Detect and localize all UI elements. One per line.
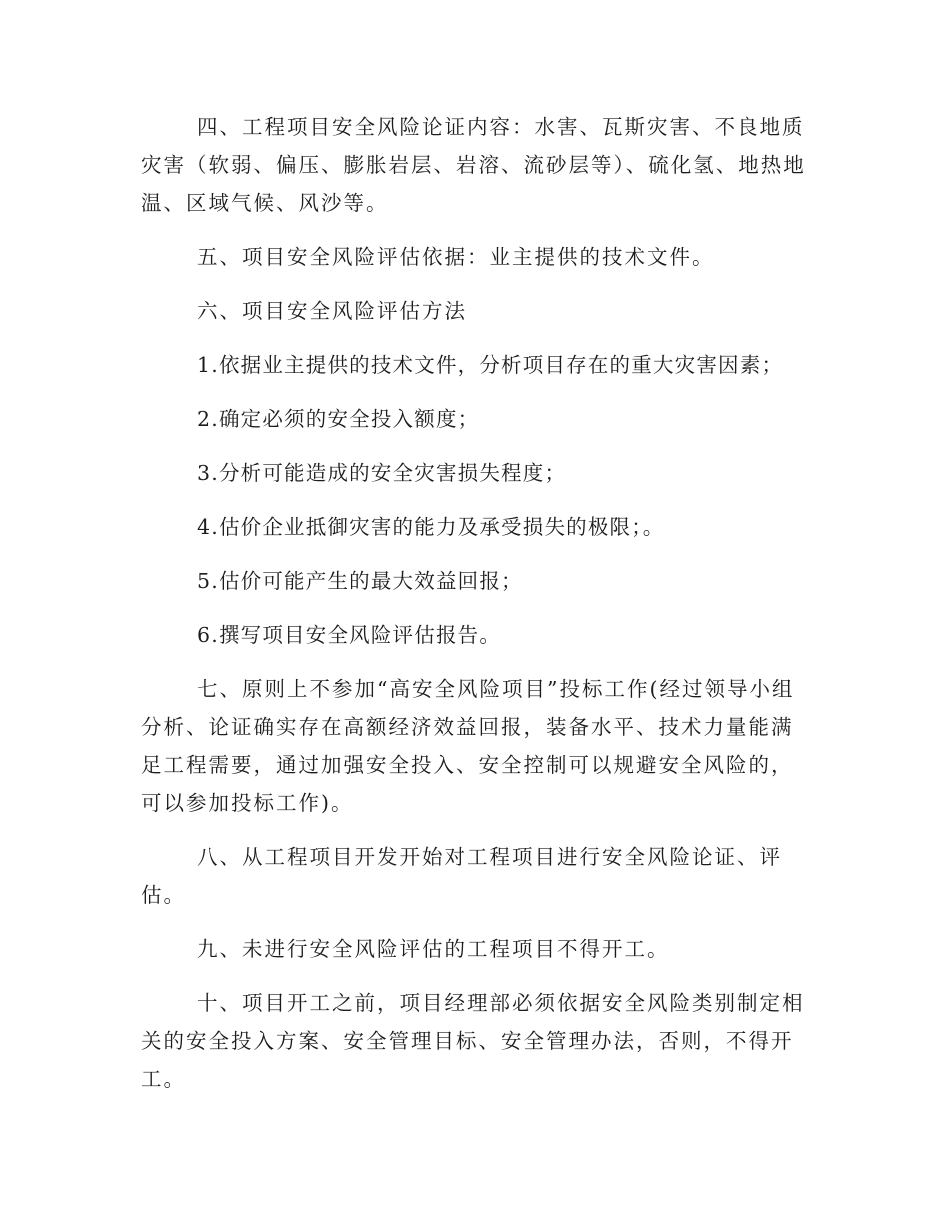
paragraph-9-no-start-without-assessment: 九、未进行安全风险评估的工程项目不得开工。 — [197, 937, 670, 961]
method-item-2: 2.确定必须的安全投入额度； — [197, 407, 480, 431]
method-item-6: 6.撰写项目安全风险评估报告。 — [197, 623, 502, 647]
method-item-1: 1.依据业主提供的技术文件，分析项目存在的重大灾害因素； — [197, 353, 784, 377]
paragraph-7-bidding-principle: 七、原则上不参加“高安全风险项目”投标工作(经过领导小组分析、论证确实存在高额经济效益回报，装备水平、技术力量能满足工程需要，通过加强安全投入、安全控制可以规避安全风险的，可以参加投标工作)。 — [141, 677, 795, 815]
document-body — [141, 108, 809, 1114]
method-item-3: 3.分析可能造成的安全灾害损失程度； — [197, 461, 567, 485]
method-item-4: 4.估价企业抵御灾害的能力及承受损失的极限；。 — [197, 515, 665, 539]
paragraph-5-assessment-basis: 五、项目安全风险评估依据：业主提供的技术文件。 — [197, 245, 715, 269]
method-item-5: 5.估价可能产生的最大效益回报； — [197, 569, 523, 593]
paragraph-4-risk-content: 四、工程项目安全风险论证内容：水害、瓦斯灾害、不良地质灾害（软弱、偏压、膨胀岩层、岩溶、流砂层等）、硫化氢、地热地温、区域气候、风沙等。 — [141, 115, 806, 215]
paragraph-6-assessment-method-heading: 六、项目安全风险评估方法 — [197, 299, 467, 323]
paragraph-10-pre-start-requirements: 十、项目开工之前，项目经理部必须依据安全风险类别制定相关的安全投入方案、安全管理目标、安全管理办法，否则，不得开工。 — [141, 991, 805, 1091]
paragraph-8-assessment-start: 八、从工程项目开发开始对工程项目进行安全风险论证、评估。 — [141, 845, 782, 907]
